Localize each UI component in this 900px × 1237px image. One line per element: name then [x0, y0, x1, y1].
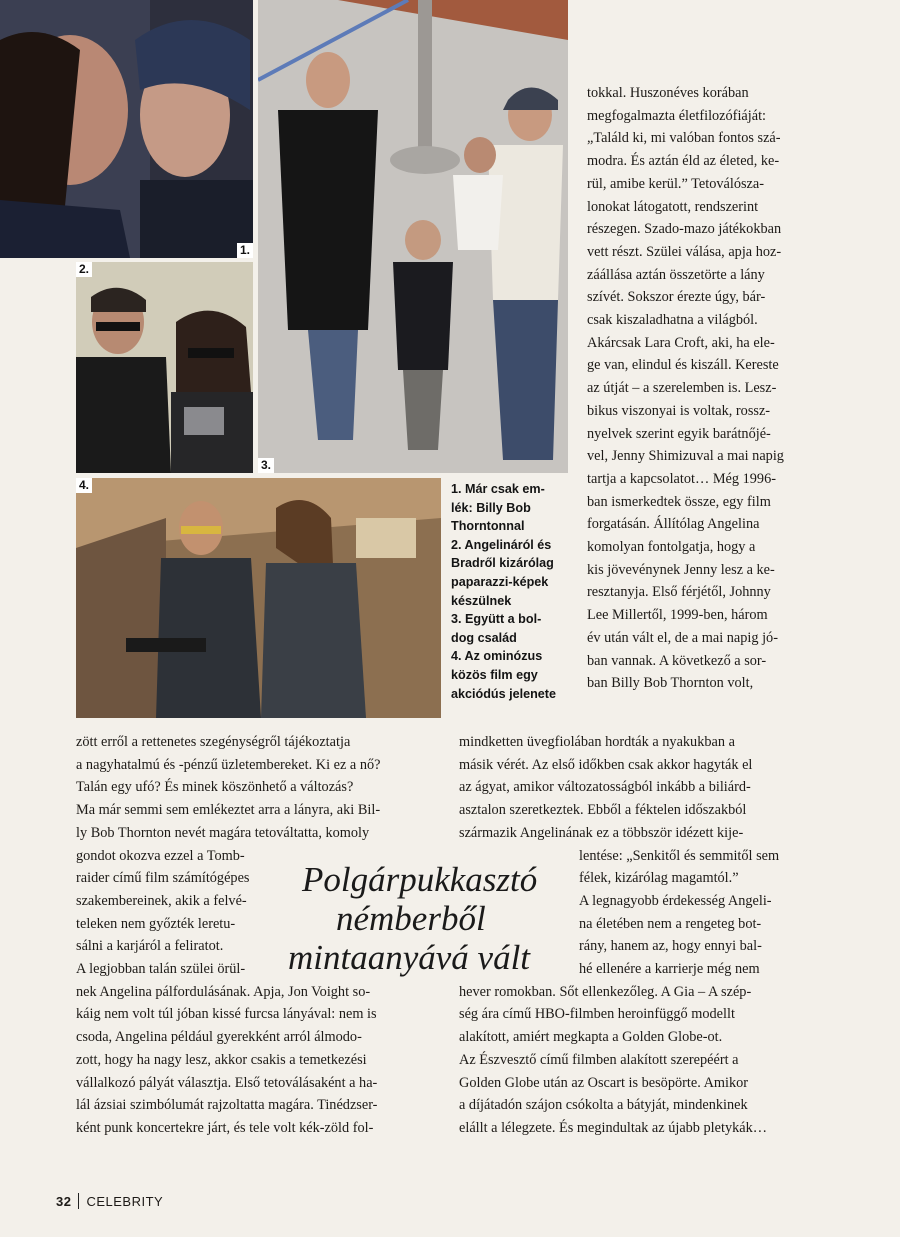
- text-line: vállalkozó pályát választja. Első tetoválásaként a ha-: [76, 1074, 378, 1091]
- text-line: tokkal. Huszonéves korában: [587, 85, 749, 101]
- text-line: az ágyat, amikor változatosságból inkább a biliárd-: [459, 779, 751, 796]
- text-line: hé ellenére a karrierje még nem: [579, 961, 760, 978]
- pull-quote-line: mintaanyává vált: [288, 938, 531, 977]
- text-line: Az Észvesztő című filmben alakított szerepéért a: [459, 1051, 739, 1068]
- text-line: lentése: „Senkitől és semmitől sem: [579, 847, 780, 864]
- text-line: resztanyja. Első férjétől, Johnny: [587, 584, 771, 601]
- text-line: Golden Globe után az Oscart is besöpörte. Amikor: [459, 1074, 749, 1091]
- caption-line: 3. Együtt a bol-: [451, 612, 542, 627]
- photo-captions: [451, 480, 577, 703]
- text-line: nek Angelina pálfordulásának. Apja, Jon Voight so-: [76, 983, 371, 1000]
- text-line: ge van, elindul és kiszáll. Kereste: [587, 357, 779, 374]
- text-line: raider című film számítógépes: [76, 870, 250, 887]
- text-line: bikus viszonyai is voltak, rossz-: [587, 402, 771, 419]
- text-line: rül, amibe kerül.” Tetoválósza-: [587, 175, 764, 192]
- text-line: ban vannak. A következő a sor-: [587, 652, 767, 669]
- text-line: A legjobban talán szülei örül-: [76, 961, 246, 978]
- footer-divider: [78, 1193, 79, 1209]
- photo-1-kiss: [0, 0, 253, 258]
- text-line: „Találd ki, mi valóban fontos szá-: [587, 130, 781, 147]
- text-line: év után vált el, de a mai napig jó-: [587, 629, 778, 646]
- text-line: ség ára című HBO-filmben heroinfüggő modellt: [459, 1006, 735, 1023]
- page-number: 32: [56, 1193, 72, 1209]
- caption-line: akciódús jelenete: [451, 686, 556, 701]
- text-line: asztalon szeretkeztek. Ebből a féktelen időszakból: [459, 802, 747, 819]
- text-line: mindketten üvegfiolában hordták a nyakukban a: [459, 734, 735, 750]
- text-line: csak kiszaladhatna a világból.: [587, 312, 758, 329]
- text-line: hever romokban. Sőt ellenkezőleg. A Gia – A szép-: [459, 983, 752, 1000]
- photo-number: 1.: [237, 243, 253, 258]
- text-line: ly Bob Thornton nevét magára tetováltatta, komoly: [76, 824, 370, 841]
- text-line: sálni a karjáról a feliratot.: [76, 938, 224, 955]
- text-line: kis jövevénynek Jenny lesz a ke-: [587, 561, 775, 578]
- text-line: záállása aztán összetörte a lány: [587, 266, 765, 283]
- text-line: modra. És aztán éld az életed, ke-: [587, 153, 780, 170]
- photo-3-family: [258, 0, 568, 473]
- text-line: félek, kizárólag magamtól.”: [579, 870, 739, 887]
- text-line: szakembereinek, akik a felvé-: [76, 892, 247, 909]
- text-line: ban ismerkedtek össze, egy film: [587, 493, 771, 510]
- page-footer: [56, 1191, 163, 1211]
- text-line: lál ázsiai szimbólumát rajzoltatta magára. Tinédzser-: [76, 1097, 378, 1114]
- text-line: ban Billy Bob Thornton volt,: [587, 675, 754, 692]
- text-line: Akárcsak Lara Croft, aki, ha ele-: [587, 334, 775, 351]
- pull-quote: [288, 860, 576, 977]
- pull-quote-line: Polgárpukkasztó: [302, 860, 538, 899]
- caption-line: közös film egy: [451, 667, 538, 682]
- text-line: részegen. Szado-mazo játékokban: [587, 221, 782, 238]
- text-line: vel, Jenny Shimizuval a mai napig: [587, 448, 784, 465]
- text-line: a nagyhatalmú és -pénzű üzletembereket. Ki ez a nő?: [76, 756, 381, 773]
- text-line: gondot okozva ezzel a Tomb-: [76, 847, 245, 864]
- text-line: vett részt. Szülei válása, apja hoz-: [587, 243, 782, 260]
- text-line: rány, hanem az, hogy ennyi bal-: [579, 938, 762, 955]
- text-line: alakított, amiért megkapta a Golden Globe-ot.: [459, 1029, 723, 1046]
- caption-line: Thorntonnal: [451, 519, 525, 534]
- text-line: Talán egy ufó? És minek köszönhető a változás?: [76, 779, 354, 796]
- photo-number: 2.: [76, 262, 92, 277]
- caption-line: paparazzi-képek: [451, 574, 549, 589]
- photo-number: 3.: [258, 458, 274, 473]
- article-column-right-top: [587, 82, 784, 695]
- text-line: a díjátadón szájon csókolta a bátyját, mindenkinek: [459, 1097, 748, 1114]
- text-line: Ma már semmi sem emlékeztet arra a lányra, aki Bil-: [76, 802, 381, 819]
- pull-quote-line: némberből: [336, 899, 486, 938]
- photo-number: 4.: [76, 478, 92, 493]
- photo-2-paparazzi: [76, 262, 253, 473]
- text-line: teleken nem győzték leretu-: [76, 915, 236, 932]
- caption-line: lék: Billy Bob: [451, 500, 531, 515]
- caption-line: 2. Angelináról és: [451, 537, 552, 552]
- text-line: A legnagyobb érdekesség Angeli-: [579, 892, 772, 909]
- photo-4-film-scene: [76, 478, 441, 718]
- caption-line: készülnek: [451, 593, 512, 608]
- text-line: káig nem volt túl jóban kissé furcsa lányával: nem is: [76, 1006, 377, 1023]
- text-line: zott, hogy ha nagy lesz, akkor csakis a temetkezési: [76, 1051, 367, 1068]
- text-line: másik vérét. Az első időkben csak akkor hagyták el: [459, 756, 753, 773]
- text-line: csoda, Angelina például gyerekként arról álmodo-: [76, 1029, 362, 1046]
- text-line: megfogalmazta életfilozófiáját:: [587, 107, 767, 124]
- text-line: tartja a kapcsolatot… Még 1996-: [587, 470, 776, 487]
- text-line: nyelvek szerint egyik barátnőjé-: [587, 425, 771, 442]
- text-line: komolyan fontolgatja, hogy a: [587, 539, 756, 556]
- text-line: származik Angelinának ez a többször idézett kije-: [459, 824, 744, 841]
- text-line: Lee Millertől, 1999-ben, három: [587, 607, 768, 624]
- caption-line: 1. Már csak em-: [451, 482, 545, 496]
- caption-line: dog család: [451, 630, 517, 645]
- text-line: elállt a lélegzete. És megindultak az újabb pletykák…: [459, 1119, 768, 1136]
- text-line: zött erről a rettenetes szegénységről tájékoztatja: [76, 734, 351, 750]
- text-line: forgatásán. Állítólag Angelina: [587, 516, 760, 533]
- text-line: lonokat látogatott, rendszerint: [587, 198, 759, 215]
- caption-line: 4. Az ominózus: [451, 649, 543, 664]
- caption-line: Bradről kizárólag: [451, 556, 554, 571]
- text-line: ként punk koncertekre járt, és tele volt kék-zöld fol-: [76, 1119, 374, 1136]
- text-line: szívét. Sokszor érezte úgy, bár-: [587, 289, 766, 306]
- section-name: CELEBRITY: [86, 1193, 164, 1209]
- text-line: na életében nem a rengeteg bot-: [579, 915, 762, 932]
- text-line: az útját – a szerelemben is. Lesz-: [587, 380, 777, 397]
